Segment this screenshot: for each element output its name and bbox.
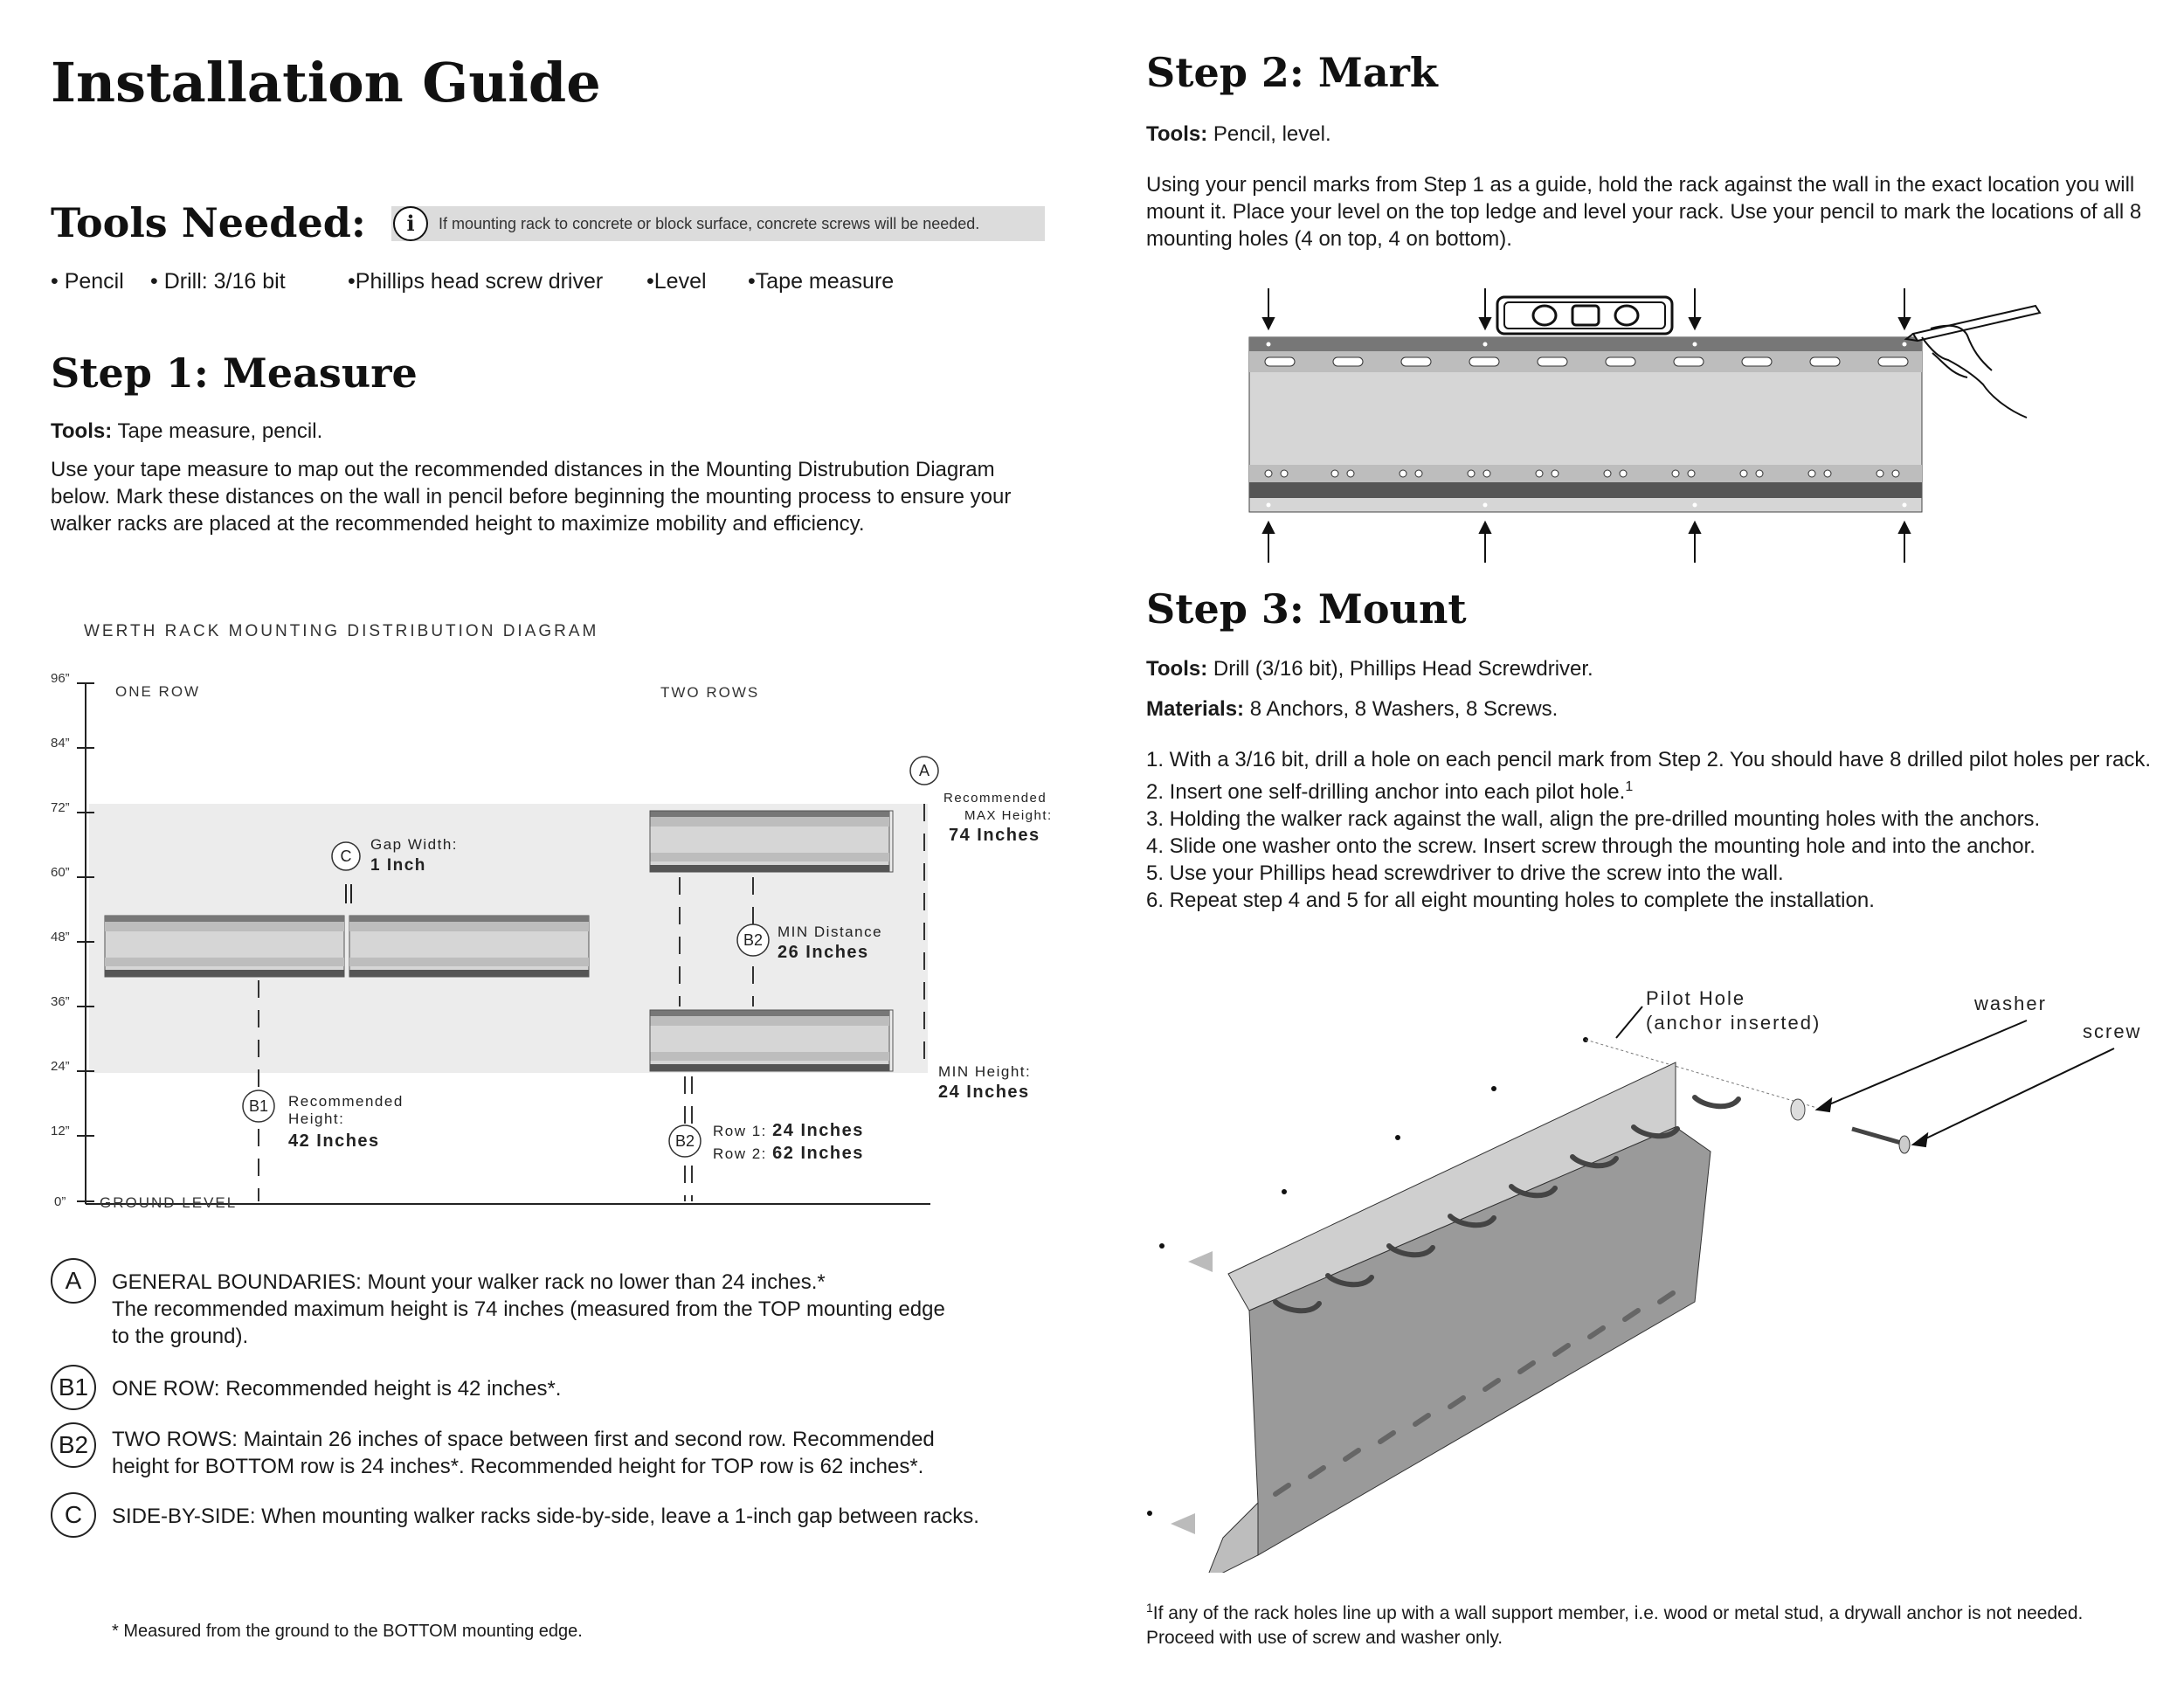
min-label: MIN Height: — [938, 1063, 1032, 1080]
one-row-rack-right — [349, 916, 589, 977]
washer-icon — [1791, 1099, 1805, 1120]
max-label: Recommended — [943, 791, 1047, 806]
two-rows-label: TWO ROWS — [660, 684, 760, 701]
badge-a: A — [918, 762, 930, 779]
info-icon: i — [393, 206, 428, 241]
tool-item: •Phillips head screw driver — [348, 269, 604, 294]
step2-heading: Step 2: Mark — [1146, 49, 1438, 96]
footnote-right: $^1$If any of the rack holes line up with a wall support member, i.e. wood or metal stud, a drywall anchor is not needed. Proceed with use of screw and washer only. — [1146, 1601, 2084, 1648]
badge-c: C — [340, 847, 352, 865]
pilot-hole-label-2: (anchor inserted) — [1646, 1012, 1821, 1034]
tool-item: • Drill: 3/16 bit — [150, 269, 286, 294]
pilot-hole-label: Pilot Hole — [1646, 987, 1746, 1009]
mount-illustration — [1136, 979, 2167, 1573]
step3-heading: Step 3: Mount — [1146, 585, 1467, 633]
legend-badge-b2: B2 — [51, 1422, 96, 1468]
legend-c-text: SIDE-BY-SIDE: When mounting walker racks side-by-side, leave a 1-inch gap between racks. — [112, 1505, 979, 1528]
ground-label: GROUND LEVEL — [100, 1194, 238, 1211]
recommended-label: Recommended — [288, 1093, 404, 1110]
step3-item: 5. Use your Phillips head screwdriver to drive the screw into the wall. — [1146, 861, 1784, 885]
one-row-label: ONE ROW — [115, 683, 201, 700]
legend-badge-a: A — [51, 1258, 96, 1304]
tool-item: • Pencil — [51, 269, 124, 294]
screw-icon — [1852, 1129, 1910, 1153]
legend-b1-text: ONE ROW: Recommended height is 42 inches*. — [112, 1377, 562, 1401]
min-distance-label: MIN Distance — [778, 924, 883, 940]
badge-b2-top: B2 — [743, 931, 764, 949]
step3-tools: Tools: Drill (3/16 bit), Phillips Head Screwdriver. — [1146, 657, 1593, 681]
max-value: 74 Inches — [949, 826, 1040, 845]
row1-label: Row 1: 24 Inches — [713, 1121, 864, 1140]
step3-materials: Materials: 8 Anchors, 8 Washers, 8 Screws. — [1146, 697, 1559, 721]
screw-label: screw — [2083, 1020, 2142, 1042]
step3-item: 4. Slide one washer onto the screw. Insert screw through the mounting hole and into the anchor. — [1146, 834, 2035, 858]
tool-item: •Tape measure — [748, 269, 895, 294]
step2-text: Using your pencil marks from Step 1 as a guide, hold the rack against the wall in the exact location you will mount it. Place your level on the top ledge and level your rack. Use your pencil to mark the locations of all 8 mounting holes (4 on top, 4 on bottom). — [1146, 173, 2142, 251]
step3-item: 3. Holding the walker rack against the wall, align the pre-drilled mounting holes with the anchors. — [1146, 807, 2041, 831]
concrete-notice — [391, 206, 1045, 241]
tick-96: 96” — [51, 671, 70, 686]
max-label-2: MAX Height: — [964, 808, 1053, 823]
gap-label: Gap Width: — [370, 836, 459, 853]
two-rows-rack-bottom — [650, 1010, 889, 1071]
mounting-distribution-diagram — [0, 647, 1083, 1223]
tick-72: 72” — [51, 800, 70, 815]
step3-item: 2. Insert one self-drilling anchor into each pilot hole.$^1$ — [1146, 779, 1634, 804]
hand-pencil-icon — [1906, 306, 2040, 418]
page-title: Installation Guide — [51, 51, 601, 114]
footnote-left: * Measured from the ground to the BOTTOM mounting edge. — [112, 1622, 583, 1641]
min-distance-value: 26 Inches — [778, 943, 869, 962]
two-rows-rack-top — [650, 811, 889, 872]
min-value: 24 Inches — [938, 1083, 1030, 1102]
row2-label: Row 2: 62 Inches — [713, 1144, 864, 1163]
tick-0: 0” — [54, 1194, 66, 1209]
one-row-rack-left — [105, 916, 344, 977]
step3-item: 1. With a 3/16 bit, drill a hole on each pencil mark from Step 2. You should have 8 drilled pilot holes per rack. — [1146, 748, 2151, 771]
step3-item: 6. Repeat step 4 and 5 for all eight mounting holes to complete the installation. — [1146, 889, 1875, 912]
tools-needed-heading: Tools Needed: — [51, 199, 366, 246]
recommended-label-2: Height: — [288, 1110, 345, 1127]
step1-text: Use your tape measure to map out the recommended distances in the Mounting Distrubution Diagram below. Mark these distances on the wall in pencil before beginning the mounting process to ensure your walker racks are placed at the recommended height to maximize mobility and efficiency. — [51, 458, 1012, 536]
y-tick-labels — [51, 671, 70, 1209]
tick-36: 36” — [51, 994, 70, 1009]
step1-tools: Tools: Tape measure, pencil. — [51, 419, 323, 443]
badge-b2-bottom: B2 — [674, 1132, 695, 1150]
step3-steps — [1146, 746, 2151, 914]
tool-item: •Level — [646, 269, 707, 294]
level-icon — [1497, 297, 1672, 334]
diagram-title: WERTH RACK MOUNTING DISTRIBUTION DIAGRAM — [84, 622, 599, 640]
gap-value: 1 Inch — [370, 856, 426, 875]
tick-84: 84” — [51, 736, 70, 751]
legend-a-text: GENERAL BOUNDARIES: Mount your walker rack no lower than 24 inches.* The recommended maximum height is 74 inches (measured from the TOP mounting edge to the ground). — [112, 1270, 945, 1348]
notice-text: If mounting rack to concrete or block surface, concrete screws will be needed. — [439, 215, 980, 232]
tick-60: 60” — [51, 865, 70, 880]
step1-heading: Step 1: Measure — [51, 349, 418, 397]
step2-tools: Tools: Pencil, level. — [1146, 122, 1331, 146]
tick-48: 48” — [51, 930, 70, 944]
tick-24: 24” — [51, 1059, 70, 1074]
legend-badge-b1: B1 — [51, 1365, 96, 1410]
legend-badge-c: C — [51, 1492, 96, 1538]
legend-b2-text: TWO ROWS: Maintain 26 inches of space between first and second row. Recommended height for BOTTOM row is 24 inches*. Recommended height for TOP row is 62 inches*. — [112, 1428, 935, 1478]
wall-arrows — [1171, 1251, 1213, 1534]
tick-12: 12” — [51, 1124, 70, 1138]
mark-illustration — [1223, 280, 2062, 568]
recommended-value: 42 Inches — [288, 1131, 380, 1151]
washer-label: washer — [1974, 993, 2047, 1014]
badge-b1: B1 — [248, 1097, 269, 1115]
